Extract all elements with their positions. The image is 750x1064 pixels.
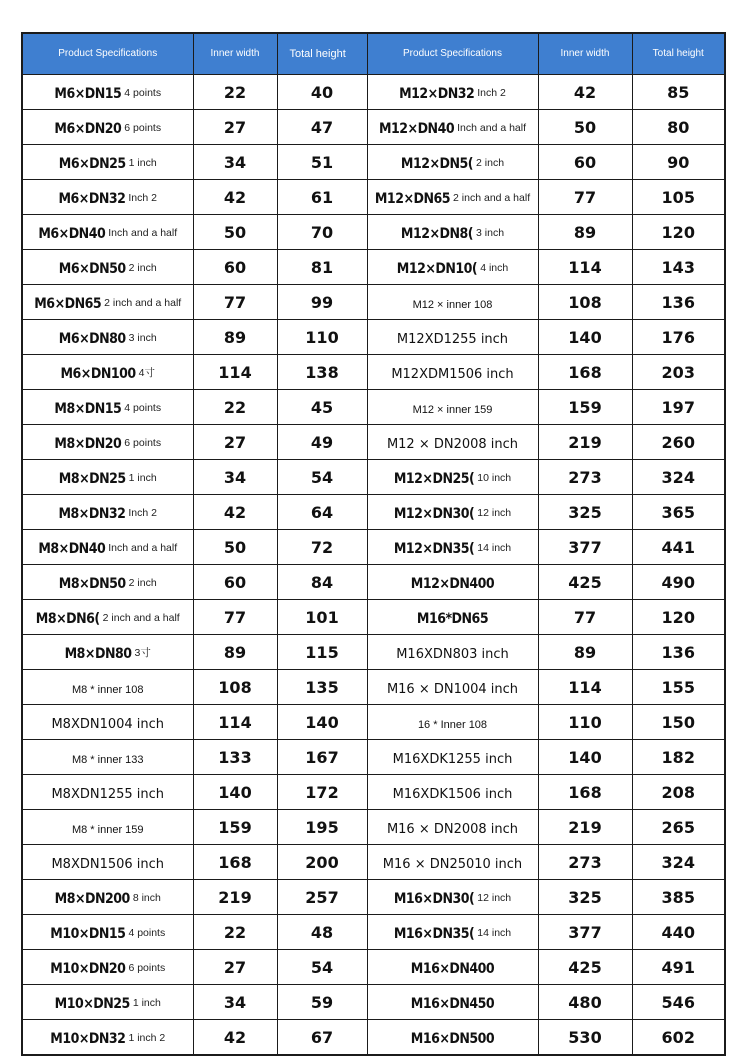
inner-width-cell: 50	[193, 215, 277, 250]
total-height-cell: 195	[277, 810, 367, 845]
spec-cell-right	[367, 75, 538, 110]
spec-code: M10×DN25	[54, 995, 130, 1012]
inner-width-cell: 377	[538, 530, 632, 565]
total-height-cell: 197	[632, 390, 725, 425]
spec-note: 3 inch	[476, 227, 505, 239]
spec-cell-left	[22, 565, 193, 600]
table-row	[22, 320, 725, 355]
spec-code: M8×DN50	[58, 575, 126, 592]
spec-text: 16 * Inner 108	[417, 718, 488, 731]
spec-text: M8XDN1004 inch	[51, 716, 165, 732]
spec-note: 2 inch and a half	[104, 297, 182, 309]
total-height-cell: 490	[632, 565, 725, 600]
header-row	[22, 33, 725, 75]
spec-text: M12 × inner 159	[412, 403, 493, 416]
spec-text: M16XDK1506 inch	[392, 786, 513, 802]
inner-width-cell: 22	[193, 75, 277, 110]
table-row	[22, 985, 725, 1020]
spec-cell-left	[22, 1020, 193, 1056]
inner-width-cell: 27	[193, 950, 277, 985]
spec-note: 2 inch	[128, 262, 157, 274]
spec-note: 1 inch	[132, 997, 161, 1009]
spec-code: M8×DN200	[54, 890, 130, 907]
total-height-cell: 120	[632, 600, 725, 635]
total-height-cell: 155	[632, 670, 725, 705]
spec-cell-right	[367, 705, 538, 740]
spec-note: 2 inch and a half	[453, 192, 531, 204]
spec-text: M8 * inner 108	[71, 683, 144, 696]
spec-code: M16×DN35(	[393, 925, 475, 942]
spec-note: Inch and a half	[457, 122, 527, 134]
spec-cell-right	[367, 390, 538, 425]
inner-width-cell: 114	[538, 250, 632, 285]
inner-width-cell: 480	[538, 985, 632, 1020]
inner-width-cell: 168	[538, 355, 632, 390]
inner-width-cell: 22	[193, 390, 277, 425]
total-height-cell: 150	[632, 705, 725, 740]
spec-cell-right	[367, 460, 538, 495]
spec-cell-left	[22, 355, 193, 390]
spec-note: 10 inch	[477, 472, 512, 484]
total-height-cell: 135	[277, 670, 367, 705]
spec-cell-right	[367, 565, 538, 600]
inner-width-cell: 77	[538, 600, 632, 635]
spec-cell-left	[22, 215, 193, 250]
inner-width-cell: 159	[538, 390, 632, 425]
spec-code: M8×DN6(	[35, 610, 100, 627]
spec-code: M16×DN30(	[393, 890, 475, 907]
spec-text: M16 × DN2008 inch	[386, 821, 519, 837]
spec-table	[21, 32, 726, 1056]
spec-cell-left	[22, 705, 193, 740]
total-height-cell: 143	[632, 250, 725, 285]
inner-width-cell: 110	[538, 705, 632, 740]
spec-code: M6×DN15	[54, 85, 122, 102]
inner-width-cell: 114	[538, 670, 632, 705]
inner-width-cell: 140	[193, 775, 277, 810]
header-total-height-right: Total height	[632, 33, 725, 75]
table-row	[22, 845, 725, 880]
inner-width-cell: 60	[193, 565, 277, 600]
inner-width-cell: 273	[538, 845, 632, 880]
spec-note: Inch 2	[128, 192, 157, 204]
spec-note: 14 inch	[477, 927, 512, 939]
inner-width-cell: 34	[193, 460, 277, 495]
spec-note: 12 inch	[477, 507, 512, 519]
spec-code: M8×DN32	[58, 505, 126, 522]
spec-code: M6×DN25	[58, 155, 126, 172]
inner-width-cell: 89	[538, 635, 632, 670]
spec-cell-left	[22, 845, 193, 880]
total-height-cell: 105	[632, 180, 725, 215]
total-height-cell: 67	[277, 1020, 367, 1056]
table-row	[22, 75, 725, 110]
total-height-cell: 45	[277, 390, 367, 425]
spec-cell-right	[367, 985, 538, 1020]
inner-width-cell: 159	[193, 810, 277, 845]
spec-text: M16XDN803 inch	[396, 646, 509, 662]
total-height-cell: 385	[632, 880, 725, 915]
spec-cell-right	[367, 635, 538, 670]
total-height-cell: 140	[277, 705, 367, 740]
spec-cell-left	[22, 670, 193, 705]
spec-cell-left	[22, 145, 193, 180]
total-height-cell: 64	[277, 495, 367, 530]
spec-text: M12XDM1506 inch	[391, 366, 514, 382]
total-height-cell: 176	[632, 320, 725, 355]
inner-width-cell: 114	[193, 705, 277, 740]
spec-code: M16×DN500	[410, 1030, 495, 1047]
spec-code: M12×DN400	[410, 575, 495, 592]
table-row	[22, 635, 725, 670]
inner-width-cell: 325	[538, 880, 632, 915]
spec-code: M16×DN400	[410, 960, 495, 977]
table-row	[22, 810, 725, 845]
inner-width-cell: 133	[193, 740, 277, 775]
spec-cell-left	[22, 880, 193, 915]
spec-note: Inch 2	[477, 87, 506, 99]
spec-code: M12×DN32	[399, 85, 475, 102]
total-height-cell: 70	[277, 215, 367, 250]
spec-text: M16 × DN1004 inch	[386, 681, 519, 697]
header-inner-width-right: Inner width	[538, 33, 632, 75]
spec-cell-left	[22, 740, 193, 775]
spec-note: 12 inch	[477, 892, 512, 904]
spec-note: 14 inch	[477, 542, 512, 554]
spec-cell-left	[22, 530, 193, 565]
spec-code: M8×DN20	[54, 435, 122, 452]
spec-note: 6 points	[124, 437, 162, 449]
inner-width-cell: 219	[538, 425, 632, 460]
total-height-cell: 208	[632, 775, 725, 810]
spec-note: 6 points	[128, 962, 166, 974]
table-body	[22, 75, 725, 1056]
spec-code: M10×DN32	[50, 1030, 126, 1047]
total-height-cell: 138	[277, 355, 367, 390]
total-height-cell: 47	[277, 110, 367, 145]
spec-cell-right	[367, 880, 538, 915]
spec-cell-right	[367, 1020, 538, 1056]
header-inner-width: Inner width	[193, 33, 277, 75]
spec-code: M6×DN100	[60, 365, 136, 382]
table-row	[22, 1020, 725, 1056]
total-height-cell: 110	[277, 320, 367, 355]
spec-cell-left	[22, 75, 193, 110]
total-height-cell: 49	[277, 425, 367, 460]
total-height-cell: 99	[277, 285, 367, 320]
table-row	[22, 355, 725, 390]
spec-cell-left	[22, 460, 193, 495]
spec-code: M6×DN80	[58, 330, 126, 347]
spec-note: 2 inch and a half	[102, 612, 180, 624]
inner-width-cell: 530	[538, 1020, 632, 1056]
inner-width-cell: 60	[538, 145, 632, 180]
table-row	[22, 145, 725, 180]
inner-width-cell: 77	[193, 285, 277, 320]
total-height-cell: 115	[277, 635, 367, 670]
total-height-cell: 136	[632, 635, 725, 670]
table-row	[22, 495, 725, 530]
spec-code: M12×DN10(	[396, 260, 478, 277]
inner-width-cell: 377	[538, 915, 632, 950]
spec-code: M8×DN25	[58, 470, 126, 487]
total-height-cell: 182	[632, 740, 725, 775]
table-row	[22, 670, 725, 705]
table-row	[22, 705, 725, 740]
total-height-cell: 54	[277, 950, 367, 985]
spec-cell-right	[367, 215, 538, 250]
total-height-cell: 602	[632, 1020, 725, 1056]
table-row	[22, 460, 725, 495]
header-total-height: Total height	[277, 33, 367, 75]
inner-width-cell: 22	[193, 915, 277, 950]
total-height-cell: 120	[632, 215, 725, 250]
spec-cell-left	[22, 600, 193, 635]
total-height-cell: 441	[632, 530, 725, 565]
spec-code: M16*DN65	[416, 610, 489, 627]
spec-cell-left	[22, 110, 193, 145]
spec-cell-right	[367, 425, 538, 460]
spec-cell-right	[367, 775, 538, 810]
inner-width-cell: 108	[193, 670, 277, 705]
spec-cell-right	[367, 320, 538, 355]
spec-note: 3寸	[134, 647, 151, 659]
spec-cell-right	[367, 250, 538, 285]
spec-code: M6×DN50	[58, 260, 126, 277]
spec-text: M8XDN1255 inch	[51, 786, 165, 802]
total-height-cell: 85	[632, 75, 725, 110]
inner-width-cell: 168	[193, 845, 277, 880]
table-row	[22, 250, 725, 285]
total-height-cell: 491	[632, 950, 725, 985]
total-height-cell: 172	[277, 775, 367, 810]
table-row	[22, 600, 725, 635]
spec-note: 4 points	[124, 402, 162, 414]
total-height-cell: 40	[277, 75, 367, 110]
table-row	[22, 915, 725, 950]
spec-note: 4 points	[128, 927, 166, 939]
spec-cell-right	[367, 355, 538, 390]
spec-table-container	[21, 32, 724, 1056]
inner-width-cell: 108	[538, 285, 632, 320]
spec-code: M6×DN65	[34, 295, 102, 312]
spec-code: M12×DN8(	[400, 225, 474, 242]
spec-text: M16XDK1255 inch	[392, 751, 513, 767]
spec-code: M6×DN32	[58, 190, 126, 207]
table-row	[22, 180, 725, 215]
inner-width-cell: 34	[193, 985, 277, 1020]
inner-width-cell: 27	[193, 425, 277, 460]
header-spec-right: Product Specifications	[367, 33, 538, 75]
header-spec: Product Specifications	[22, 33, 193, 75]
spec-note: 1 inch 2	[128, 1032, 166, 1044]
spec-cell-right	[367, 530, 538, 565]
total-height-cell: 81	[277, 250, 367, 285]
inner-width-cell: 50	[538, 110, 632, 145]
inner-width-cell: 89	[538, 215, 632, 250]
spec-note: 4寸	[138, 367, 155, 379]
inner-width-cell: 77	[538, 180, 632, 215]
spec-cell-right	[367, 740, 538, 775]
spec-note: 4 inch	[480, 262, 509, 274]
total-height-cell: 167	[277, 740, 367, 775]
table-row	[22, 530, 725, 565]
total-height-cell: 51	[277, 145, 367, 180]
spec-cell-left	[22, 390, 193, 425]
total-height-cell: 200	[277, 845, 367, 880]
total-height-cell: 72	[277, 530, 367, 565]
spec-code: M12×DN30(	[393, 505, 475, 522]
spec-note: 2 inch	[128, 577, 157, 589]
spec-cell-right	[367, 600, 538, 635]
spec-cell-left	[22, 775, 193, 810]
spec-note: 2 inch	[476, 157, 505, 169]
inner-width-cell: 89	[193, 320, 277, 355]
spec-cell-right	[367, 285, 538, 320]
spec-text: M8XDN1506 inch	[51, 856, 165, 872]
spec-cell-right	[367, 810, 538, 845]
inner-width-cell: 60	[193, 250, 277, 285]
spec-code: M6×DN20	[54, 120, 122, 137]
spec-cell-right	[367, 180, 538, 215]
total-height-cell: 365	[632, 495, 725, 530]
inner-width-cell: 89	[193, 635, 277, 670]
inner-width-cell: 140	[538, 320, 632, 355]
spec-cell-left	[22, 320, 193, 355]
total-height-cell: 324	[632, 845, 725, 880]
total-height-cell: 440	[632, 915, 725, 950]
spec-cell-left	[22, 950, 193, 985]
spec-cell-right	[367, 950, 538, 985]
spec-note: 6 points	[124, 122, 162, 134]
spec-code: M10×DN20	[50, 960, 126, 977]
spec-cell-right	[367, 145, 538, 180]
total-height-cell: 84	[277, 565, 367, 600]
spec-cell-right	[367, 110, 538, 145]
total-height-cell: 136	[632, 285, 725, 320]
spec-text: M12 × inner 108	[412, 298, 493, 311]
table-row	[22, 565, 725, 600]
spec-cell-right	[367, 845, 538, 880]
spec-cell-left	[22, 285, 193, 320]
total-height-cell: 260	[632, 425, 725, 460]
table-row	[22, 285, 725, 320]
inner-width-cell: 42	[193, 495, 277, 530]
inner-width-cell: 325	[538, 495, 632, 530]
spec-cell-right	[367, 670, 538, 705]
spec-text: M12 × DN2008 inch	[386, 436, 519, 452]
table-row	[22, 215, 725, 250]
total-height-cell: 80	[632, 110, 725, 145]
total-height-cell: 90	[632, 145, 725, 180]
inner-width-cell: 77	[193, 600, 277, 635]
spec-cell-left	[22, 635, 193, 670]
total-height-cell: 101	[277, 600, 367, 635]
inner-width-cell: 219	[193, 880, 277, 915]
spec-cell-left	[22, 180, 193, 215]
spec-note: 8 inch	[132, 892, 161, 904]
spec-code: M8×DN40	[38, 540, 106, 557]
spec-code: M12×DN5(	[400, 155, 474, 172]
table-row	[22, 740, 725, 775]
inner-width-cell: 34	[193, 145, 277, 180]
spec-cell-left	[22, 915, 193, 950]
inner-width-cell: 168	[538, 775, 632, 810]
spec-cell-left	[22, 495, 193, 530]
spec-note: Inch 2	[128, 507, 157, 519]
spec-cell-right	[367, 495, 538, 530]
table-row	[22, 880, 725, 915]
table-row	[22, 110, 725, 145]
spec-code: M12×DN65	[374, 190, 451, 207]
spec-cell-left	[22, 425, 193, 460]
spec-note: 4 points	[124, 87, 162, 99]
spec-cell-left	[22, 985, 193, 1020]
spec-code: M6×DN40	[38, 225, 106, 242]
table-row	[22, 775, 725, 810]
inner-width-cell: 42	[538, 75, 632, 110]
spec-note: Inch and a half	[108, 227, 178, 239]
spec-text: M12XD1255 inch	[396, 331, 509, 347]
spec-code: M8×DN80	[64, 645, 132, 662]
spec-note: Inch and a half	[108, 542, 178, 554]
total-height-cell: 59	[277, 985, 367, 1020]
spec-code: M10×DN15	[50, 925, 126, 942]
total-height-cell: 257	[277, 880, 367, 915]
inner-width-cell: 114	[193, 355, 277, 390]
total-height-cell: 265	[632, 810, 725, 845]
spec-code: M12×DN35(	[393, 540, 475, 557]
inner-width-cell: 425	[538, 565, 632, 600]
total-height-cell: 54	[277, 460, 367, 495]
inner-width-cell: 42	[193, 180, 277, 215]
spec-cell-left	[22, 810, 193, 845]
total-height-cell: 48	[277, 915, 367, 950]
total-height-cell: 546	[632, 985, 725, 1020]
spec-note: 1 inch	[128, 157, 157, 169]
inner-width-cell: 140	[538, 740, 632, 775]
spec-code: M8×DN15	[54, 400, 122, 417]
inner-width-cell: 425	[538, 950, 632, 985]
total-height-cell: 324	[632, 460, 725, 495]
spec-note: 3 inch	[128, 332, 157, 344]
table-row	[22, 425, 725, 460]
spec-text: M8 * inner 133	[71, 753, 144, 766]
spec-cell-right	[367, 915, 538, 950]
inner-width-cell: 42	[193, 1020, 277, 1056]
spec-note: 1 inch	[128, 472, 157, 484]
total-height-cell: 203	[632, 355, 725, 390]
spec-text: M16 × DN25010 inch	[382, 856, 523, 872]
inner-width-cell: 27	[193, 110, 277, 145]
table-row	[22, 950, 725, 985]
spec-cell-left	[22, 250, 193, 285]
spec-code: M12×DN25(	[393, 470, 475, 487]
inner-width-cell: 219	[538, 810, 632, 845]
spec-text: M8 * inner 159	[71, 823, 144, 836]
inner-width-cell: 273	[538, 460, 632, 495]
inner-width-cell: 50	[193, 530, 277, 565]
spec-code: M12×DN40	[378, 120, 455, 137]
total-height-cell: 61	[277, 180, 367, 215]
spec-code: M16×DN450	[410, 995, 495, 1012]
table-row	[22, 390, 725, 425]
